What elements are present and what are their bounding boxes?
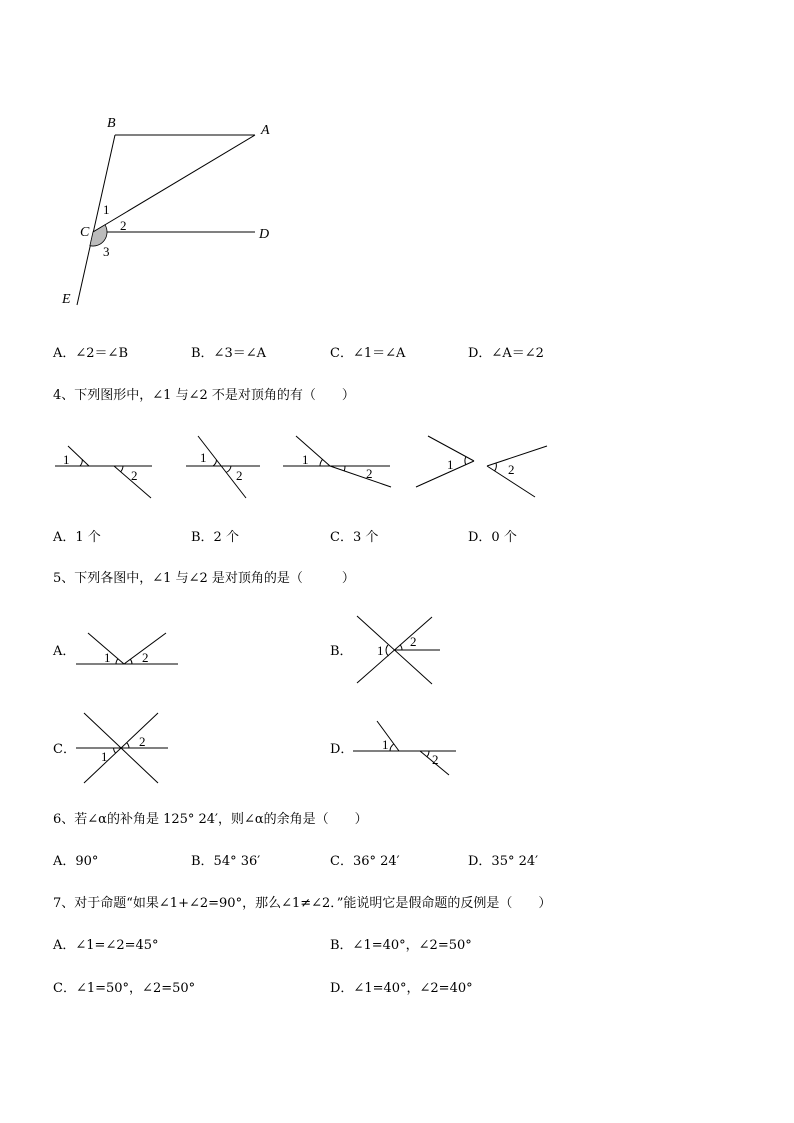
q5-figC-label-2: 2	[139, 734, 146, 749]
q4-fig4-label-2: 2	[508, 462, 515, 477]
label-2: 2	[120, 218, 127, 233]
q7-option-c: C．∠1=50°，∠2=50°	[53, 981, 196, 996]
q4-fig2-label-1: 1	[200, 450, 207, 465]
q4-fig3-label-1: 1	[302, 452, 309, 467]
q6-option-a: A．90°	[53, 854, 99, 869]
q4-fig1-label-2: 2	[131, 468, 138, 483]
q4-option-b: B．2 个	[191, 530, 239, 545]
q3-option-d: D．∠A＝∠2	[468, 346, 544, 361]
q7-option-b: B．∠1=40°，∠2=50°	[330, 938, 472, 953]
q4-fig1-label-1: 1	[63, 452, 70, 467]
q7-option-d: D．∠1=40°，∠2=40°	[330, 981, 473, 996]
q5-letter-a: A．	[53, 644, 76, 659]
label-A: A	[261, 123, 270, 138]
label-3: 3	[103, 244, 110, 259]
q5-stem: 5、下列各图中，∠1 与∠2 是对顶角的是（ ）	[53, 571, 355, 586]
q3-option-c: C．∠1＝∠A	[330, 346, 406, 361]
q3-option-a: A．∠2＝∠B	[53, 346, 128, 361]
q5-figD-label-1: 1	[382, 737, 389, 752]
label-B: B	[107, 116, 116, 131]
q6-option-c: C．36° 24′	[330, 854, 400, 869]
q7-stem: 7、对于命题“如果∠1+∠2=90°，那么∠1≠∠2．”能说明它是假命题的反例是（ ）	[53, 896, 552, 911]
q5-letter-c: C．	[53, 742, 76, 757]
q5-figA-label-2: 2	[142, 650, 149, 665]
q4-option-c: C．3 个	[330, 530, 379, 545]
q4-fig4-label-1: 1	[447, 457, 454, 472]
q5-figB-label-2: 2	[410, 634, 417, 649]
label-C: C	[80, 225, 90, 240]
q5-letter-b: B．	[330, 644, 353, 659]
q5-figD-label-2: 2	[432, 752, 439, 767]
q4-option-d: D．0 个	[468, 530, 517, 545]
label-D: D	[259, 227, 270, 242]
q6-stem: 6、若∠α的补角是 125° 24′，则∠α的余角是（ ）	[53, 812, 368, 827]
q4-option-a: A．1 个	[53, 530, 101, 545]
q3-option-b: B．∠3＝∠A	[191, 346, 266, 361]
q6-option-d: D．35° 24′	[468, 854, 539, 869]
q7-option-a: A．∠1=∠2=45°	[53, 938, 159, 953]
q5-letter-d: D．	[330, 742, 354, 757]
q4-fig2-label-2: 2	[236, 468, 243, 483]
q5-figC-label-1: 1	[101, 749, 108, 764]
label-E: E	[62, 292, 71, 307]
q4-stem: 4、下列图形中，∠1 与∠2 不是对顶角的有（ ）	[53, 388, 355, 403]
q5-figB-label-1: 1	[377, 643, 384, 658]
q4-fig3-label-2: 2	[366, 466, 373, 481]
q5-figA-label-1: 1	[104, 650, 111, 665]
q6-option-b: B．54° 36′	[191, 854, 261, 869]
label-1: 1	[103, 202, 110, 217]
